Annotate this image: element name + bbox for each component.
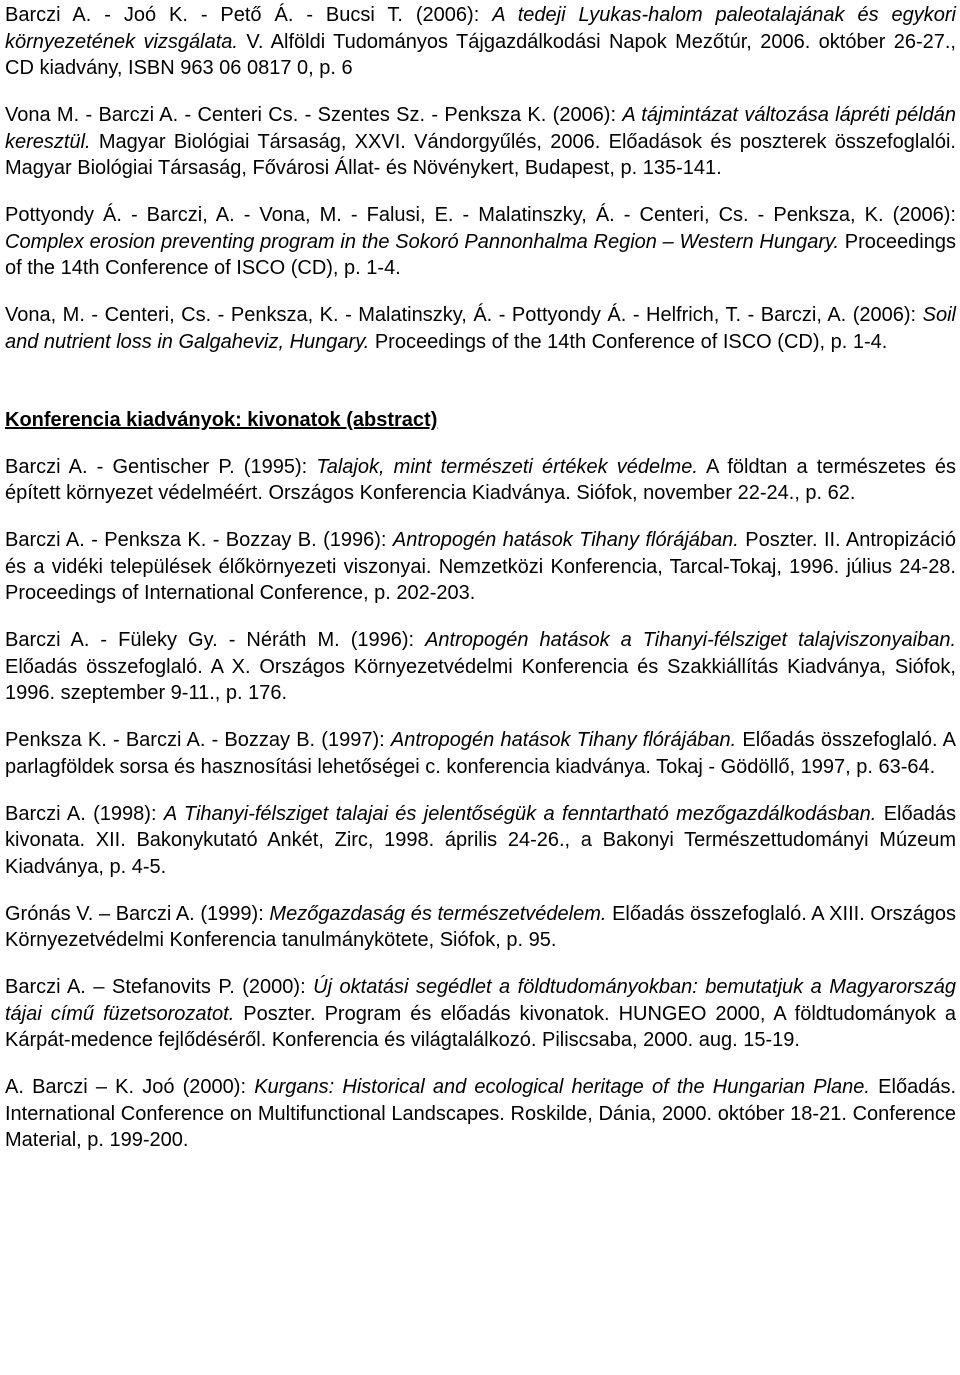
reference-source: Előadás. International Conference on Multifunctional Landscapes. Roskilde, Dánia, 2000. október 18-21. Conference Material, p. 199-200.	[5, 1076, 956, 1151]
reference-entry	[5, 974, 956, 1054]
reference-authors: Barczi A. - Füleky Gy. - Néráth M. (1996):	[5, 629, 426, 651]
reference-authors: Penksza K. - Barczi A. - Bozzay B. (1997):	[5, 729, 391, 751]
reference-title: Új oktatási segédlet a földtudományokban: bemutatjuk a Magyarország tájai című füzetsorozatot.	[5, 976, 956, 1025]
reference-authors: Barczi A. - Gentischer P. (1995):	[5, 455, 317, 478]
reference-entry	[5, 202, 956, 282]
reference-title: Antropogén hatások Tihany flórájában.	[392, 529, 739, 551]
reference-entry	[5, 727, 956, 780]
reference-entry	[5, 627, 956, 707]
reference-title: Antropogén hatások Tihany flórájában.	[390, 729, 737, 751]
reference-authors: A. Barczi – K. Joó (2000):	[5, 1076, 255, 1098]
reference-entry	[5, 2, 956, 82]
reference-authors: Vona, M. - Centeri, Cs. - Penksza, K. - Malatinszky, Á. - Pottyondy Á. - Helfrich, T. - Barczi, A. (2006):	[5, 304, 923, 326]
reference-source: A földtan a természetes és épített környezet védelméért. Országos Konferencia Kiadványa. Siófok, november 22-24., p. 62.	[5, 455, 956, 504]
reference-title: Kurgans: Historical and ecological heritage of the Hungarian Plane.	[254, 1076, 870, 1098]
reference-entry	[5, 302, 956, 355]
reference-authors: Vona M. - Barczi A. - Centeri Cs. - Szentes Sz. - Penksza K. (2006):	[5, 104, 623, 126]
reference-authors: Grónás V. – Barczi A. (1999):	[5, 902, 270, 925]
reference-title: Antropogén hatások a Tihanyi-félsziget talajviszonyaiban.	[425, 629, 956, 651]
reference-source: Előadás összefoglaló. A parlagföldek sorsa és hasznosítási lehetőségei c. konferencia kiadványa. Tokaj - Gödöllő, 1997, p. 63-64.	[5, 729, 956, 778]
reference-title: A tedeji Lyukas-halom paleotalajának és egykori környezetének vizsgálata.	[5, 4, 956, 53]
reference-source: Proceedings of the 14th Conference of ISCO (CD), p. 1-4.	[369, 330, 888, 353]
reference-entry	[5, 801, 956, 881]
reference-title: Soil and nutrient loss in Galgaheviz, Hungary.	[5, 304, 956, 353]
reference-authors: Barczi A. - Joó K. - Pető Á. - Bucsi T. (2006):	[5, 4, 493, 26]
reference-source: Előadás összefoglaló. A XIII. Országos Környezetvédelmi Konferencia tanulmánykötete, Siófok, p. 95.	[5, 902, 956, 951]
reference-authors: Barczi A. – Stefanovits P. (2000):	[5, 976, 314, 998]
reference-source: Magyar Biológiai Társaság, XXVI. Vándorgyűlés, 2006. Előadások és poszterek összefoglalói. Magyar Biológiai Társaság, Fővárosi Állat- és Növénykert, Budapest, p. 135-141.	[5, 130, 956, 179]
reference-entry	[5, 102, 956, 182]
reference-source: Poszter. II. Antropizáció és a vidéki települések élőkörnyezeti viszonyai. Nemzetközi Konferencia, Tarcal-Tokaj, 1996. július 24-28. Proceedings of International Conference, p. 202-203.	[5, 529, 956, 604]
reference-title: Mezőgazdaság és természetvédelem.	[269, 902, 607, 925]
reference-entry	[5, 1074, 956, 1154]
reference-source: Előadás összefoglaló. A X. Országos Környezetvédelmi Konferencia és Szakkiállítás Kiadványa, Siófok, 1996. szeptember 9-11., p. 176.	[5, 655, 956, 704]
reference-title: A Tihanyi-félsziget talajai és jelentőségük a fenntartható mezőgazdálkodásban.	[163, 802, 877, 825]
reference-authors: Pottyondy Á. - Barczi, A. - Vona, M. - Falusi, E. - Malatinszky, Á. - Centeri, Cs. - Penksza, K. (2006):	[5, 204, 956, 226]
reference-authors: Barczi A. - Penksza K. - Bozzay B. (1996):	[5, 529, 393, 551]
reference-title: Complex erosion preventing program in the Sokoró Pannonhalma Region – Western Hungary.	[5, 230, 840, 253]
reference-source: Poszter. Program és előadás kivonatok. HUNGEO 2000, A földtudományok a Kárpát-medence fejlődéséről. Konferencia és világtalálkozó. Piliscsaba, 2000. aug. 15-19.	[5, 1002, 956, 1051]
reference-entry	[5, 454, 956, 507]
reference-title: Talajok, mint természeti értékek védelme.	[316, 455, 698, 478]
reference-authors: Barczi A. (1998):	[5, 802, 164, 825]
reference-entry	[5, 901, 956, 954]
reference-list-conference-papers	[5, 2, 956, 355]
reference-source: Proceedings of the 14th Conference of ISCO (CD), p. 1-4.	[5, 230, 956, 279]
reference-entry	[5, 527, 956, 607]
reference-source: Előadás kivonata. XII. Bakonykutató Ankét, Zirc, 1998. április 24-26., a Bakonyi Természettudományi Múzeum Kiadványa, p. 4-5.	[5, 802, 956, 878]
reference-source: V. Alföldi Tudományos Tájgazdálkodási Napok Mezőtúr, 2006. október 26-27., CD kiadvány, ISBN 963 06 0817 0, p. 6	[5, 30, 956, 79]
reference-list-abstracts	[5, 454, 956, 1154]
reference-title: A tájmintázat változása lápréti példán keresztül.	[5, 104, 957, 153]
section-heading: Konferencia kiadványok: kivonatok (abstract)	[5, 409, 438, 431]
